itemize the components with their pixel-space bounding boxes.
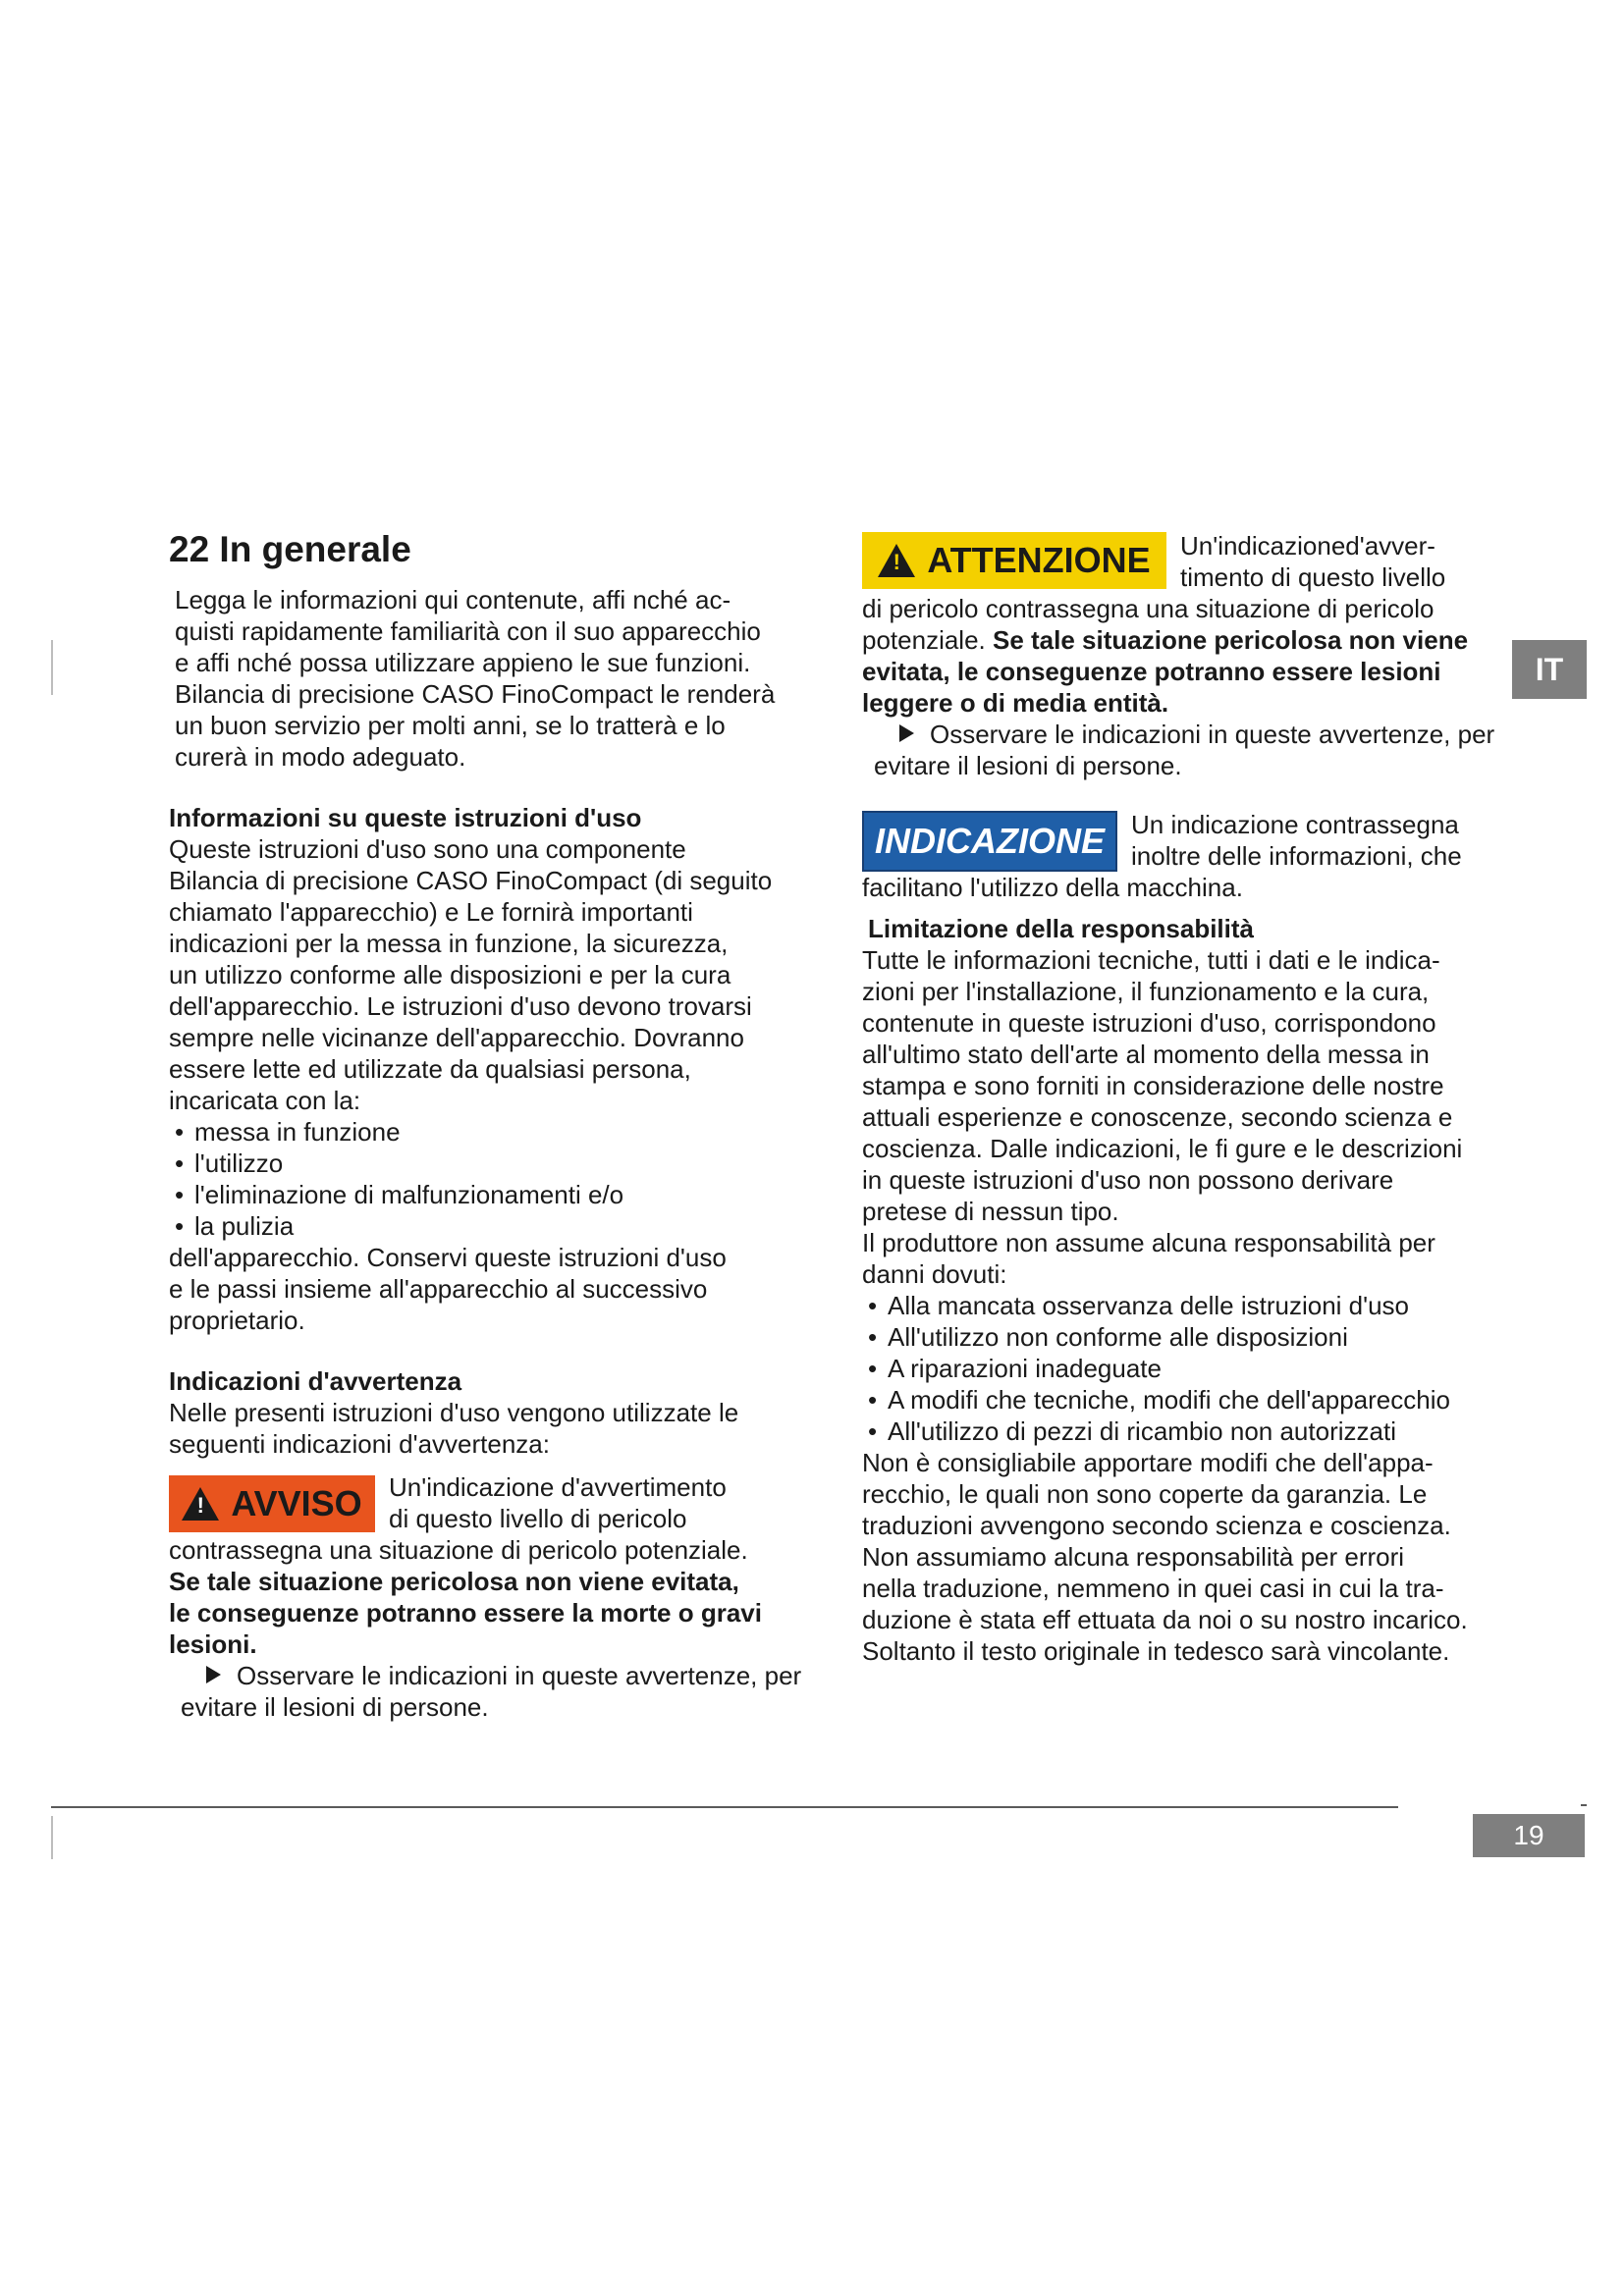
attenzione-bold-line: leggere o di media entità. — [862, 688, 1169, 718]
istruzioni-line: sempre nelle vicinanze dell'apparecchio. Dovranno — [169, 1022, 744, 1052]
istruzioni-line: chiamato l'apparecchio) e Le fornirà importanti — [169, 896, 693, 927]
istruzioni-line: essere lette ed utilizzate da qualsiasi persona, — [169, 1053, 691, 1084]
left-column — [169, 530, 837, 1723]
footer-tick — [1581, 1804, 1587, 1806]
attenzione-text-start: potenziale. — [862, 625, 986, 655]
responsabilita-line: all'ultimo stato dell'arte al momento della messa in — [862, 1040, 1430, 1069]
avviso-side-line: Un'indicazione d'avvertimento — [389, 1471, 727, 1502]
responsabilita-line: coscienza. Dalle indicazioni, le fi gure e le descrizioni — [862, 1134, 1463, 1163]
attenzione-text-mixed — [862, 624, 1530, 656]
list-item: • All'utilizzo non conforme alle disposizioni — [862, 1321, 1530, 1353]
responsabilita-after-line: recchio, le quali non sono coperte da garanzia. Le — [862, 1479, 1428, 1509]
responsabilita-after-line: Soltanto il testo originale in tedesco sarà vincolante. — [862, 1636, 1450, 1666]
indicazione-side-line: Un indicazione contrassegna — [1131, 810, 1459, 839]
avviso-action — [169, 1660, 837, 1691]
avviso-text: contrassegna una situazione di pericolo potenziale. — [169, 1534, 748, 1565]
responsabilita-line: zioni per l'installazione, il funzionamento e la cura, — [862, 977, 1430, 1006]
list-item: • A modifi che tecniche, modifi che dell'apparecchio — [862, 1384, 1530, 1415]
istruzioni-paragraph — [169, 833, 837, 1116]
intro-line: Legga le informazioni qui contenute, affi nché ac- — [175, 584, 731, 614]
attenzione-block — [862, 530, 1530, 593]
attenzione-action-line: Osservare le indicazioni in queste avvertenze, per — [930, 720, 1495, 749]
avviso-bold-line: le conseguenze potranno essere la morte o gravi — [169, 1597, 762, 1628]
intro-line: curerà in modo adeguato. — [175, 741, 466, 772]
list-item: • messa in funzione — [169, 1116, 837, 1148]
avvertenza-heading: Indicazioni d'avvertenza — [169, 1365, 462, 1396]
right-column — [862, 530, 1530, 1667]
responsabilita-after-line: Non assumiamo alcuna responsabilità per errori — [862, 1542, 1405, 1572]
responsabilita-paragraph — [862, 944, 1530, 1290]
intro-paragraph — [169, 584, 837, 773]
responsabilita-line: Il produttore non assume alcuna responsabilità per — [862, 1228, 1435, 1257]
istruzioni-line: incaricata con la: — [169, 1085, 361, 1115]
responsabilita-heading: Limitazione della responsabilità — [868, 914, 1254, 943]
section-title: 22 In generale — [169, 529, 411, 569]
list-item: • Alla mancata osservanza delle istruzioni d'uso — [862, 1290, 1530, 1321]
intro-line: e affi nché possa utilizzare appieno le sue funzioni. — [175, 647, 751, 677]
list-item: • All'utilizzo di pezzi di ricambio non autorizzati — [862, 1415, 1530, 1447]
warning-triangle-icon: ! — [182, 1487, 219, 1521]
responsabilita-bullet-list — [862, 1290, 1530, 1447]
attenzione-label-text: ATTENZIONE — [927, 540, 1151, 580]
indicazione-side-line: inoltre delle informazioni, che — [1131, 841, 1462, 871]
responsabilita-line: attuali esperienze e conoscenze, secondo scienza e — [862, 1102, 1453, 1132]
attenzione-side-line: timento di questo livello — [1180, 562, 1446, 592]
responsabilita-after-line: nella traduzione, nemmeno in quei casi in cui la tra- — [862, 1574, 1444, 1603]
avvertenza-line: Nelle presenti istruzioni d'uso vengono utilizzate le — [169, 1397, 739, 1427]
arrow-right-icon — [206, 1666, 221, 1683]
arrow-right-icon — [899, 724, 914, 742]
responsabilita-after-line: duzione è stata eff ettuata da noi o su nostro incarico. — [862, 1605, 1468, 1634]
istruzioni-line: un utilizzo conforme alle disposizioni e per la cura — [169, 959, 731, 989]
intro-line: un buon servizio per molti anni, se lo tratterà e lo — [175, 710, 726, 740]
avvertenza-line: seguenti indicazioni d'avvertenza: — [169, 1428, 550, 1459]
intro-line: Bilancia di precisione CASO FinoCompact le renderà — [175, 678, 776, 709]
responsabilita-line: contenute in queste istruzioni d'uso, corrispondono — [862, 1008, 1436, 1038]
indicazione-block — [862, 809, 1530, 872]
intro-line: quisti rapidamente familiarità con il suo apparecchio — [175, 615, 761, 646]
attenzione-action-line: evitare il lesioni di persone. — [874, 751, 1182, 780]
istruzioni-line: indicazioni per la messa in funzione, la sicurezza, — [169, 928, 729, 958]
avviso-bold-line: Se tale situazione pericolosa non viene evitata, — [169, 1566, 739, 1596]
avviso-block — [169, 1471, 837, 1534]
indicazione-signal-label — [862, 811, 1117, 872]
attenzione-action — [862, 719, 1530, 750]
attenzione-bold-start: Se tale situazione pericolosa non viene — [993, 625, 1469, 655]
responsabilita-after-paragraph — [862, 1447, 1530, 1667]
avviso-action-line: Osservare le indicazioni in queste avvertenze, per — [237, 1660, 802, 1690]
responsabilita-after-line: traduzioni avvengono secondo scienza e coscienza. — [862, 1511, 1451, 1540]
responsabilita-line: pretese di nessun tipo. — [862, 1197, 1119, 1226]
responsabilita-line: danni dovuti: — [862, 1259, 1007, 1289]
attenzione-signal-label — [862, 532, 1166, 589]
avviso-signal-label — [169, 1475, 375, 1532]
margin-bar-top — [51, 640, 53, 695]
avviso-label-text: AVVISO — [231, 1482, 362, 1523]
istruzioni-after-line: proprietario. — [169, 1305, 305, 1335]
attenzione-text: di pericolo contrassegna una situazione di pericolo — [862, 594, 1435, 623]
responsabilita-line: Tutte le informazioni tecniche, tutti i dati e le indica- — [862, 945, 1440, 975]
warning-triangle-icon: ! — [878, 544, 915, 577]
responsabilita-after-line: Non è consigliabile apportare modifi che dell'appa- — [862, 1448, 1434, 1477]
istruzioni-bullet-list — [169, 1116, 837, 1242]
responsabilita-line: in queste istruzioni d'uso non possono derivare — [862, 1165, 1394, 1195]
footer-rule — [51, 1806, 1398, 1808]
list-item: • l'utilizzo — [169, 1148, 837, 1179]
attenzione-bold-line: evitata, le conseguenze potranno essere lesioni — [862, 657, 1441, 686]
istruzioni-line: dell'apparecchio. Le istruzioni d'uso devono trovarsi — [169, 990, 752, 1021]
margin-bar-bottom — [51, 1816, 53, 1859]
avviso-side-line: di questo livello di pericolo — [389, 1503, 687, 1533]
attenzione-side-line: Un'indicazioned'avver- — [1180, 531, 1435, 561]
avviso-bold-line: lesioni. — [169, 1629, 257, 1659]
language-tab: IT — [1512, 640, 1587, 699]
istruzioni-after-line: e le passi insieme all'apparecchio al successivo — [169, 1273, 708, 1304]
indicazione-text: facilitano l'utilizzo della macchina. — [862, 873, 1243, 902]
list-item: • l'eliminazione di malfunzionamenti e/o — [169, 1179, 837, 1210]
indicazione-label-text: INDICAZIONE — [875, 821, 1105, 861]
avviso-action-line: evitare il lesioni di persone. — [181, 1691, 489, 1722]
responsabilita-line: stampa e sono forniti in considerazione delle nostre — [862, 1071, 1444, 1100]
list-item: • A riparazioni inadeguate — [862, 1353, 1530, 1384]
istruzioni-heading: Informazioni su queste istruzioni d'uso — [169, 802, 642, 832]
istruzioni-line: Queste istruzioni d'uso sono una componente — [169, 833, 686, 864]
istruzioni-after-line: dell'apparecchio. Conservi queste istruzioni d'uso — [169, 1242, 727, 1272]
page-number: 19 — [1473, 1814, 1585, 1857]
istruzioni-line: Bilancia di precisione CASO FinoCompact (di seguito — [169, 865, 773, 895]
list-item: • la pulizia — [169, 1210, 837, 1242]
istruzioni-after-paragraph — [169, 1242, 837, 1336]
